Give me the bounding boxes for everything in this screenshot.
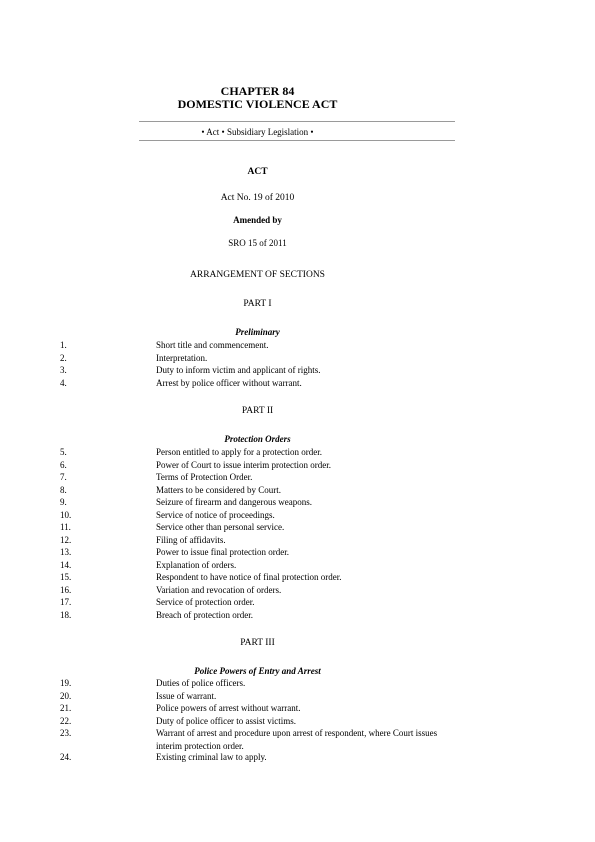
section-number: 5. — [60, 447, 67, 457]
section-number: 14. — [60, 559, 72, 570]
section-row[interactable] — [60, 609, 460, 622]
section-title: Police powers of arrest without warrant. — [156, 703, 301, 713]
section-title: Warrant of arrest and procedure upon arrest of respondent, where Court issues interim protection order. — [156, 728, 438, 751]
section-title: Issue of warrant. — [156, 690, 217, 701]
section-number: 19. — [60, 678, 72, 688]
section-title: Person entitled to apply for a protection order. — [156, 447, 322, 457]
section-row[interactable] — [60, 521, 460, 534]
amended-by-label: Amended by — [233, 215, 282, 225]
act-heading: ACT — [247, 167, 268, 177]
section-title: Interpretation. — [156, 352, 208, 363]
section-title: Service of notice of proceedings. — [156, 509, 275, 520]
section-number: 24. — [60, 752, 72, 762]
section-number: 15. — [60, 572, 72, 582]
section-row[interactable] — [60, 339, 460, 352]
part-title: Preliminary — [235, 327, 280, 337]
section-number: 2. — [60, 352, 67, 363]
section-title: Duty of police officer to assist victims. — [156, 715, 297, 726]
section-title: Duties of police officers. — [156, 678, 246, 688]
section-row[interactable] — [60, 571, 460, 584]
section-number: 3. — [60, 365, 67, 375]
section-title: Short title and commencement. — [156, 340, 269, 350]
section-number: 6. — [60, 459, 67, 470]
section-title: Matters to be considered by Court. — [156, 484, 281, 495]
section-row[interactable] — [60, 584, 460, 597]
section-number: 9. — [60, 497, 67, 507]
section-number: 20. — [60, 690, 72, 701]
section-number: 23. — [60, 728, 72, 738]
section-number: 13. — [60, 547, 72, 557]
section-row[interactable] — [60, 446, 460, 459]
section-row[interactable] — [60, 484, 460, 497]
act-number: Act No. 19 of 2010 — [220, 193, 295, 203]
section-row[interactable] — [60, 377, 460, 390]
section-number: 10. — [60, 509, 72, 520]
arrangement-heading: ARRANGEMENT OF SECTIONS — [190, 270, 325, 280]
section-title: Seizure of firearm and dangerous weapons. — [156, 497, 312, 507]
part-heading: PART I — [243, 299, 272, 309]
header-rule-top — [139, 121, 455, 122]
section-row[interactable] — [60, 352, 460, 365]
section-number: 11. — [60, 522, 71, 532]
section-title: Breach of protection order. — [156, 609, 253, 620]
section-row[interactable] — [60, 702, 460, 715]
section-number: 12. — [60, 534, 72, 545]
section-title: Terms of Protection Order. — [156, 472, 253, 482]
section-row[interactable] — [60, 727, 460, 751]
section-row[interactable] — [60, 496, 460, 509]
section-row[interactable] — [60, 715, 460, 728]
section-number: 21. — [60, 703, 72, 713]
section-row[interactable] — [60, 559, 460, 572]
section-number: 8. — [60, 484, 67, 495]
part-title: Protection Orders — [224, 434, 291, 444]
part-title: Police Powers of Entry and Arrest — [194, 666, 321, 676]
section-row[interactable] — [60, 459, 460, 472]
section-row[interactable] — [60, 509, 460, 522]
section-row[interactable] — [60, 364, 460, 377]
part-heading: PART III — [240, 638, 275, 648]
legislation-nav[interactable]: • Act • Subsidiary Legislation • — [201, 127, 314, 137]
section-title: Power to issue final protection order. — [156, 547, 289, 557]
section-title: Respondent to have notice of final protection order. — [156, 572, 342, 582]
section-number: 7. — [60, 472, 67, 482]
part-heading: PART II — [241, 406, 274, 416]
section-number: 16. — [60, 584, 72, 595]
header-rule-bottom — [139, 140, 455, 141]
section-row[interactable] — [60, 677, 460, 690]
section-row[interactable] — [60, 596, 460, 609]
section-title: Service of protection order. — [156, 597, 255, 607]
section-title: Arrest by police officer without warrant. — [156, 377, 302, 388]
section-number: 18. — [60, 609, 72, 620]
section-title: Existing criminal law to apply. — [156, 752, 267, 762]
section-row[interactable] — [60, 690, 460, 703]
chapter-number: CHAPTER 84 — [220, 84, 295, 98]
section-number: 17. — [60, 597, 72, 607]
section-number: 1. — [60, 340, 67, 350]
amended-by-value: SRO 15 of 2011 — [228, 238, 287, 248]
section-title: Variation and revocation of orders. — [156, 584, 282, 595]
section-row[interactable] — [60, 534, 460, 547]
section-title: Explanation of orders. — [156, 559, 237, 570]
section-title: Duty to inform victim and applicant of rights. — [156, 365, 321, 375]
section-title: Filing of affidavits. — [156, 534, 226, 545]
section-title: Service other than personal service. — [156, 522, 285, 532]
act-title: DOMESTIC VIOLENCE ACT — [177, 97, 338, 111]
section-title: Power of Court to issue interim protection order. — [156, 459, 331, 470]
section-row[interactable] — [60, 471, 460, 484]
section-number: 22. — [60, 715, 72, 726]
section-row[interactable] — [60, 546, 460, 559]
section-list — [60, 339, 460, 389]
section-list — [60, 677, 460, 764]
section-row[interactable] — [60, 751, 460, 764]
section-list — [60, 446, 460, 621]
section-number: 4. — [60, 377, 67, 388]
